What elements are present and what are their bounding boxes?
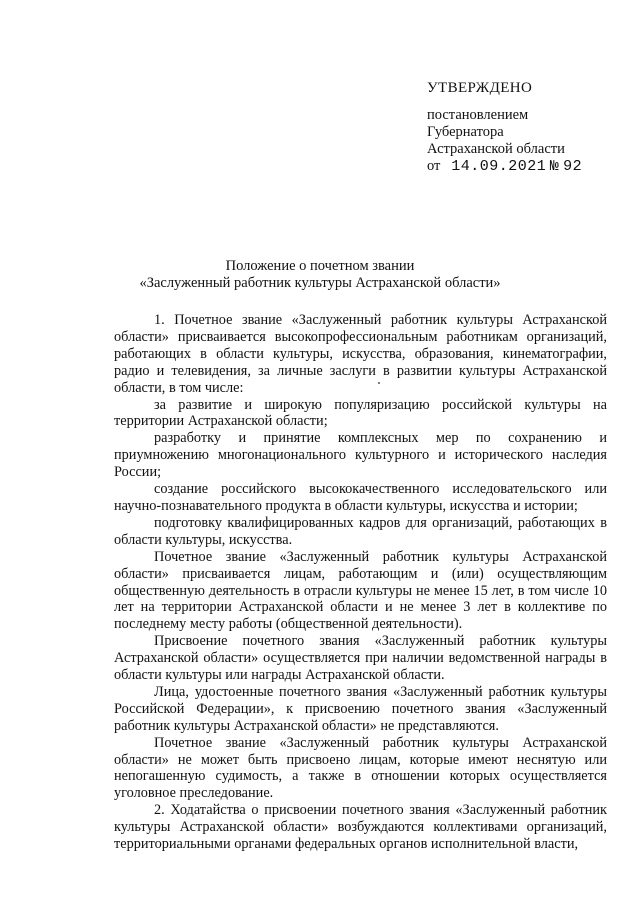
approval-line-governor: Губернатора (427, 124, 504, 140)
paragraph-8: Лица, удостоенные почетного звания «Заслуженный работник культуры Российской Федерации», к присвоению почетного звания «Заслуженный работник культуры Астраханской области» не представляются. (114, 683, 607, 734)
approval-number: 92 (563, 158, 583, 175)
scan-speck (378, 382, 380, 384)
approval-date-line (427, 158, 582, 175)
paragraph-1: 1. Почетное звание «Заслуженный работник культуры Астраханской области» присваивается высокопрофессиональным работникам организаций, работающих в области культуры, искусства, образования, кинематографии, радио и телевидения, за личные заслуги в развитии культуры Астраханской области, в том числе: (114, 312, 607, 396)
paragraph-2: за развитие и широкую популяризацию российской культуры на территории Астраханской области; (114, 396, 607, 430)
approval-block (427, 80, 582, 175)
paragraph-4: создание российского высококачественного исследовательского или научно-познавательного продукта в области культуры, искусства и истории; (114, 481, 607, 514)
title-line-1: Положение о почетном звании (225, 258, 415, 274)
document-title (0, 258, 640, 292)
paragraph-3: разработку и принятие комплексных мер по сохранению и приумножению многонационального культурного и исторического наследия России; (114, 430, 607, 481)
document-body (114, 312, 607, 853)
approval-date-prefix: от (427, 158, 441, 174)
title-line-2: «Заслуженный работник культуры Астраханской области» (139, 275, 501, 291)
approval-heading: УТВЕРЖДЕНО (427, 80, 533, 96)
approval-line-region: Астраханской области (427, 141, 565, 157)
approval-date: 14.09.2021 (451, 158, 547, 175)
paragraph-7: Присвоение почетного звания «Заслуженный работник культуры Астраханской области» осуществляется при наличии ведомственной награды в области культуры или награды Астраханской области. (114, 633, 607, 684)
approval-line-resolution: постановлением (427, 107, 529, 123)
approval-number-sign: № (549, 158, 560, 175)
paragraph-10: 2. Ходатайства о присвоении почетного звания «Заслуженный работник культуры Астраханской области» возбуждаются коллективами организаций, территориальными органами федеральных органов исполнительной власти, (114, 802, 607, 853)
paragraph-5: подготовку квалифицированных кадров для организаций, работающих в области культуры, искусства. (114, 514, 607, 548)
paragraph-6: Почетное звание «Заслуженный работник культуры Астраханской области» присваивается лицам, работающим и (или) осуществляющим общественную деятельность в отрасли культуры не менее 15 лет, в том числе 10 лет на территории Астраханской области и не менее 3 лет в коллективе по последнему месту работы (общественной деятельности). (114, 548, 607, 633)
paragraph-9: Почетное звание «Заслуженный работник культуры Астраханской области» не может быть присвоено лицам, которые имеют неснятую или непогашенную судимость, а также в отношении которых осуществляется уголовное преследование. (114, 734, 607, 802)
